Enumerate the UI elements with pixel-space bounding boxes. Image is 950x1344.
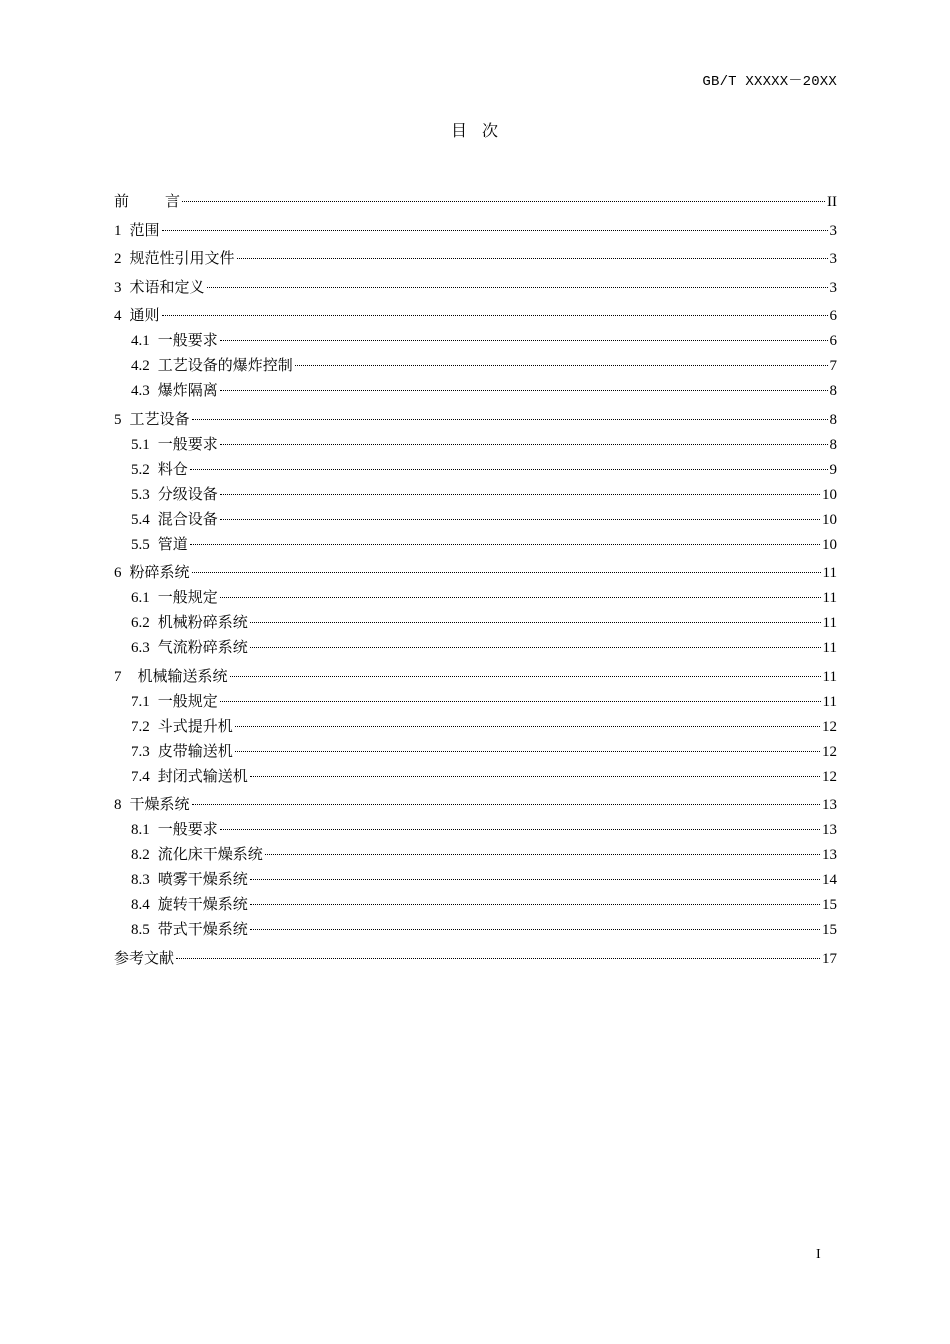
toc-entry-title: 参考文献: [114, 950, 175, 967]
title-char-right: 次: [482, 123, 500, 140]
toc-entry-title: [114, 194, 180, 210]
toc-entry-page: 8: [829, 383, 837, 399]
toc-entry-page: 12: [822, 768, 837, 785]
toc-entry-label: [131, 868, 248, 893]
toc-entry-label: [131, 586, 218, 611]
toc-entry-label: [114, 276, 205, 301]
toc-entry-title: 规范性引用文件: [129, 251, 235, 267]
toc-entry[interactable]: [114, 379, 837, 404]
toc-entry-label: [114, 304, 160, 329]
toc-entry-title: 一般要求: [157, 822, 218, 838]
toc-entry-page: 15: [822, 897, 837, 913]
page-title: [0, 118, 950, 141]
toc-entry-label: [131, 715, 233, 740]
toc-entry-title: 气流粉碎系统: [157, 640, 248, 656]
toc-entry-title: 分级设备: [157, 486, 218, 503]
toc-entry-page: 10: [822, 511, 837, 528]
toc-entry-label: [114, 408, 190, 433]
toc-entry-title: 粉碎系统: [129, 565, 190, 581]
toc-entry-page: 13: [822, 847, 837, 863]
toc-dot-leader: [176, 958, 820, 959]
toc-dot-leader: [250, 879, 820, 880]
toc-entry-title: 范围: [129, 222, 160, 239]
toc-entry-number: 4: [114, 308, 122, 324]
title-char-left: 目: [450, 123, 468, 140]
toc-entry[interactable]: [114, 893, 837, 918]
toc-entry[interactable]: [114, 636, 837, 661]
toc-entry-page: 11: [822, 640, 837, 656]
toc-entry-page: 3: [829, 251, 837, 267]
toc-entry-page: 10: [822, 536, 837, 553]
table-of-contents: [114, 190, 837, 972]
toc-dot-leader: [250, 904, 820, 905]
page-number: I: [816, 1247, 821, 1262]
toc-entry-page: 11: [822, 615, 837, 631]
toc-entry-label: [131, 508, 218, 533]
toc-entry-label: [131, 918, 248, 943]
toc-dot-leader: [250, 776, 820, 777]
toc-entry-number: 3: [114, 279, 122, 296]
toc-entry-label: [131, 765, 248, 790]
toc-entry-title: 工艺设备: [129, 411, 190, 428]
toc-entry[interactable]: [114, 329, 837, 354]
toc-entry-label: [114, 190, 180, 215]
toc-dot-leader: [237, 258, 828, 259]
toc-entry-title: 混合设备: [157, 511, 218, 528]
toc-entry-number: 1: [114, 222, 122, 239]
toc-entry-label: [131, 379, 218, 404]
toc-entry-title: 带式干燥系统: [157, 922, 248, 938]
toc-entry[interactable]: [114, 533, 837, 558]
toc-entry-page: 15: [822, 922, 837, 938]
toc-entry[interactable]: [114, 947, 837, 972]
toc-entry-title: 干燥系统: [129, 797, 190, 813]
toc-entry-page: 11: [822, 668, 837, 685]
toc-dot-leader: [220, 597, 821, 598]
toc-entry[interactable]: [114, 715, 837, 740]
toc-entry-number: 5.4: [131, 511, 150, 528]
toc-entry-title: 一般规定: [157, 590, 218, 606]
toc-entry-number: 8: [114, 797, 122, 813]
toc-entry[interactable]: [114, 690, 837, 715]
toc-dot-leader: [230, 676, 821, 677]
toc-entry-number: 7.2: [131, 718, 150, 735]
toc-entry-title: 工艺设备的爆炸控制: [157, 358, 293, 374]
toc-entry-number: 7.4: [131, 768, 150, 785]
toc-entry[interactable]: [114, 433, 837, 458]
toc-dot-leader: [220, 390, 828, 391]
toc-entry-title: 流化床干燥系统: [157, 847, 263, 863]
toc-entry[interactable]: [114, 611, 837, 636]
toc-entry-page: 7: [829, 358, 837, 374]
toc-dot-leader: [235, 751, 820, 752]
toc-entry-number: 5: [114, 411, 122, 428]
toc-entry-page: 6: [829, 333, 837, 349]
toc-entry-page: 11: [822, 565, 837, 581]
toc-entry-label: [114, 219, 160, 244]
toc-entry-label: [131, 458, 188, 483]
toc-entry-label: [131, 533, 188, 558]
toc-entry-page: 3: [829, 222, 837, 239]
toc-entry-number: 7: [114, 668, 122, 685]
toc-entry-title: 喷雾干燥系统: [157, 872, 248, 888]
toc-entry-page: 8: [829, 436, 837, 453]
toc-entry-label: [114, 665, 228, 690]
toc-entry-title-char: 前: [114, 194, 130, 210]
toc-dot-leader: [250, 647, 821, 648]
toc-entry-label: [131, 611, 248, 636]
standard-code: GB/T XXXXX－20XX: [702, 74, 837, 90]
toc-dot-leader: [192, 572, 821, 573]
toc-entry-page: 13: [822, 822, 837, 838]
toc-entry-label: [114, 947, 174, 972]
toc-entry-label: [131, 893, 248, 918]
toc-entry-title: 一般要求: [157, 436, 218, 453]
toc-entry-label: [114, 247, 235, 272]
toc-entry[interactable]: [114, 354, 837, 379]
toc-entry-title: 管道: [157, 536, 188, 553]
toc-dot-leader: [250, 929, 820, 930]
toc-entry-title: 料仓: [157, 461, 188, 478]
toc-entry-number: 6: [114, 565, 122, 581]
toc-entry-number: 6.3: [131, 640, 150, 656]
toc-entry-title: 一般规定: [157, 693, 218, 710]
toc-entry-page: II: [827, 194, 837, 210]
toc-dot-leader: [220, 340, 828, 341]
toc-entry-number: 4.3: [131, 383, 150, 399]
toc-entry-number: 5.2: [131, 461, 150, 478]
toc-entry-page: 11: [822, 693, 837, 710]
toc-dot-leader: [162, 315, 828, 316]
toc-entry-title: 机械粉碎系统: [157, 615, 248, 631]
toc-entry-label: [131, 843, 263, 868]
toc-entry[interactable]: [114, 458, 837, 483]
toc-dot-leader: [207, 287, 828, 288]
toc-entry[interactable]: [114, 868, 837, 893]
toc-entry[interactable]: [114, 843, 837, 868]
toc-entry-title: 皮带输送机: [157, 743, 233, 760]
toc-entry-number: 7.3: [131, 743, 150, 760]
toc-entry-page: 12: [822, 743, 837, 760]
toc-dot-leader: [162, 230, 828, 231]
toc-entry[interactable]: [114, 304, 837, 329]
toc-entry-number: 5.1: [131, 436, 150, 453]
toc-entry-page: 6: [829, 308, 837, 324]
toc-entry-number: 4.1: [131, 333, 150, 349]
toc-entry[interactable]: [114, 586, 837, 611]
toc-entry[interactable]: [114, 765, 837, 790]
toc-dot-leader: [265, 854, 820, 855]
toc-entry-title: 爆炸隔离: [157, 383, 218, 399]
toc-dot-leader: [190, 469, 828, 470]
toc-entry-page: 3: [829, 279, 837, 296]
toc-dot-leader: [295, 365, 828, 366]
toc-entry[interactable]: [114, 276, 837, 301]
toc-entry-label: [131, 433, 218, 458]
toc-dot-leader: [220, 701, 821, 702]
toc-entry-label: [114, 793, 190, 818]
toc-dot-leader: [192, 419, 828, 420]
toc-entry-title: 机械输送系统: [137, 668, 228, 685]
toc-entry-page: 14: [822, 872, 837, 888]
toc-entry-label: [131, 636, 248, 661]
toc-dot-leader: [220, 494, 820, 495]
toc-entry-number: 8.1: [131, 822, 150, 838]
toc-dot-leader: [220, 829, 820, 830]
toc-dot-leader: [250, 622, 821, 623]
toc-entry[interactable]: [114, 483, 837, 508]
toc-entry-page: 8: [829, 411, 837, 428]
toc-entry-title-char: 言: [165, 194, 181, 210]
toc-entry-number: 8.2: [131, 847, 150, 863]
toc-dot-leader: [192, 804, 820, 805]
toc-entry-label: [131, 329, 218, 354]
toc-dot-leader: [220, 444, 828, 445]
toc-entry[interactable]: [114, 665, 837, 690]
toc-entry-number: 6.2: [131, 615, 150, 631]
toc-entry-number: 8.5: [131, 922, 150, 938]
toc-entry-number: 5.3: [131, 486, 150, 503]
toc-entry-title: 一般要求: [157, 333, 218, 349]
toc-entry-label: [114, 561, 190, 586]
toc-entry-title: 术语和定义: [129, 279, 205, 296]
toc-entry[interactable]: [114, 408, 837, 433]
toc-entry-title: 斗式提升机: [157, 718, 233, 735]
toc-entry-page: 17: [822, 950, 837, 967]
toc-dot-leader: [220, 519, 820, 520]
toc-entry-number: 2: [114, 251, 122, 267]
toc-dot-leader: [190, 544, 820, 545]
toc-entry[interactable]: [114, 508, 837, 533]
toc-entry[interactable]: [114, 740, 837, 765]
toc-entry-number: 6.1: [131, 590, 150, 606]
toc-entry-title: 旋转干燥系统: [157, 897, 248, 913]
toc-entry[interactable]: [114, 818, 837, 843]
toc-entry[interactable]: [114, 918, 837, 943]
toc-entry-label: [131, 483, 218, 508]
toc-entry-label: [131, 818, 218, 843]
toc-dot-leader: [182, 201, 825, 202]
toc-entry-title: 封闭式输送机: [157, 768, 248, 785]
toc-entry[interactable]: [114, 561, 837, 586]
toc-entry-number: 4.2: [131, 358, 150, 374]
toc-entry-page: 10: [822, 486, 837, 503]
toc-entry-number: 7.1: [131, 693, 150, 710]
toc-entry-page: 13: [822, 797, 837, 813]
toc-entry[interactable]: [114, 190, 837, 215]
toc-entry-title: 通则: [129, 308, 160, 324]
toc-entry[interactable]: [114, 219, 837, 244]
toc-dot-leader: [235, 726, 820, 727]
toc-entry-page: 9: [829, 461, 837, 478]
toc-entry-number: 8.4: [131, 897, 150, 913]
toc-entry-page: 11: [822, 590, 837, 606]
toc-entry-page: 12: [822, 718, 837, 735]
toc-entry-label: [131, 740, 233, 765]
toc-entry[interactable]: [114, 247, 837, 272]
toc-entry-label: [131, 354, 293, 379]
toc-entry-number: 5.5: [131, 536, 150, 553]
toc-entry-number: 8.3: [131, 872, 150, 888]
toc-entry[interactable]: [114, 793, 837, 818]
toc-entry-label: [131, 690, 218, 715]
